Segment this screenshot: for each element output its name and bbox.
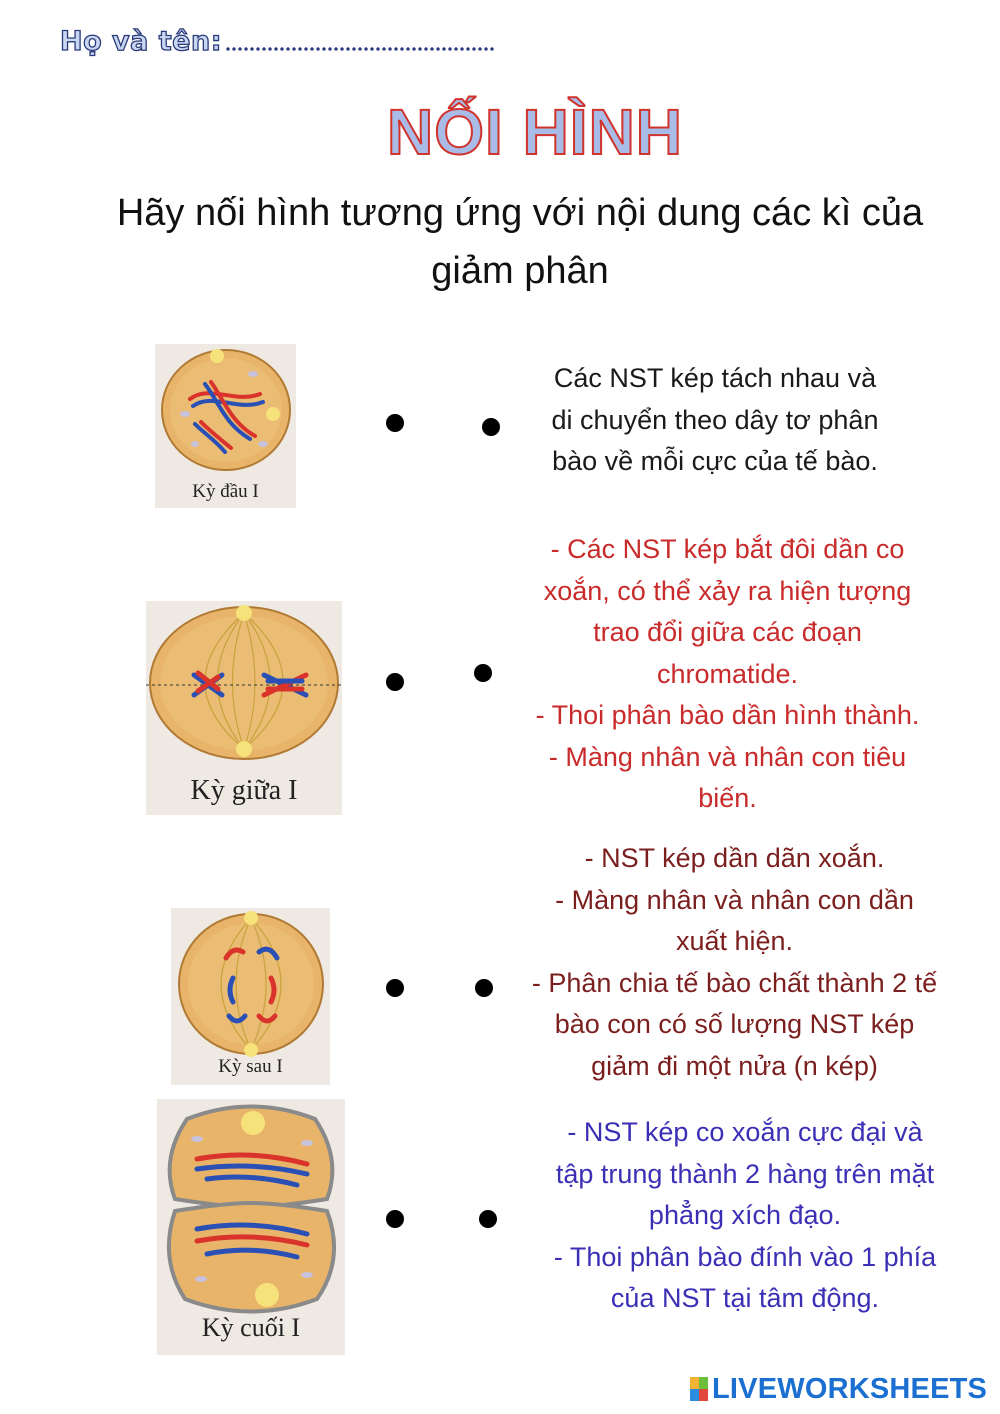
connector-dot-left-3[interactable] <box>386 979 404 997</box>
description-line: xuất hiện. <box>675 926 794 956</box>
description-line: - NST kép co xoắn cực đại và <box>567 1117 923 1147</box>
description-line: xoắn, có thể xảy ra hiện tượng <box>543 575 912 606</box>
description-line: phẳng xích đạo. <box>648 1200 842 1230</box>
brand-text: LIVEWORKSHEETS <box>712 1372 988 1405</box>
name-input-line[interactable] <box>225 46 495 52</box>
connector-dot-left-1[interactable] <box>386 414 404 432</box>
image-ky-dau-1 <box>155 344 296 508</box>
description-1 <box>510 358 920 483</box>
description-2 <box>505 529 950 820</box>
liveworksheets-brand <box>690 1374 987 1404</box>
instruction <box>60 184 980 300</box>
description-line: trao đổi giữa các đoạn <box>593 617 862 647</box>
connector-dot-right-4[interactable] <box>479 1210 497 1228</box>
description-line: bào con có số lượng NST kép <box>554 1009 915 1039</box>
instruction-line-1: Hãy nối hình tương ứng với nội dung các kì của <box>116 192 924 234</box>
caption: Kỳ sau I <box>218 1056 283 1077</box>
description-4 <box>515 1112 975 1320</box>
description-line: biến. <box>698 783 757 813</box>
description-line: di chuyển theo dây tơ phân <box>551 404 879 435</box>
description-line: giảm đi một nửa (n kép) <box>591 1050 878 1081</box>
connector-dot-right-2[interactable] <box>474 664 492 682</box>
connector-dot-left-2[interactable] <box>386 673 404 691</box>
description-line: - Màng nhân và nhân con tiêu <box>548 741 907 772</box>
description-line: chromatide. <box>656 658 799 689</box>
worksheet-title: NỐI HÌNH <box>387 96 683 168</box>
name-label: Họ và tên: <box>60 26 223 57</box>
liveworksheets-logo-icon <box>690 1377 708 1401</box>
caption: Kỳ cuối I <box>201 1313 301 1342</box>
description-3 <box>502 838 967 1087</box>
description-line: - Thoi phân bào dần hình thành. <box>535 700 920 730</box>
description-line: - Các NST kép bắt đôi dần co <box>550 534 905 564</box>
image-ky-sau-1 <box>171 908 330 1085</box>
description-line: - NST kép dần dãn xoắn. <box>584 843 885 873</box>
image-ky-cuoi-1 <box>157 1099 345 1355</box>
description-line: Các NST kép tách nhau và <box>553 363 877 393</box>
description-line: - Phân chia tế bào chất thành 2 tế <box>531 967 938 998</box>
description-line: - Thoi phân bào đính vào 1 phía <box>553 1241 937 1272</box>
caption: Kỳ giữa I <box>190 775 298 806</box>
description-line: tập trung thành 2 hàng trên mặt <box>555 1158 935 1189</box>
instruction-line-2: giảm phân <box>431 250 609 292</box>
description-line: - Màng nhân và nhân con dần <box>555 884 914 915</box>
image-ky-giua-1 <box>146 601 342 815</box>
connector-dot-right-1[interactable] <box>482 418 500 436</box>
description-line: bào về mỗi cực của tế bào. <box>552 446 878 476</box>
description-line: của NST tại tâm động. <box>610 1283 880 1313</box>
caption: Kỳ đầu I <box>192 481 259 502</box>
connector-dot-right-3[interactable] <box>475 979 493 997</box>
connector-dot-left-4[interactable] <box>386 1210 404 1228</box>
